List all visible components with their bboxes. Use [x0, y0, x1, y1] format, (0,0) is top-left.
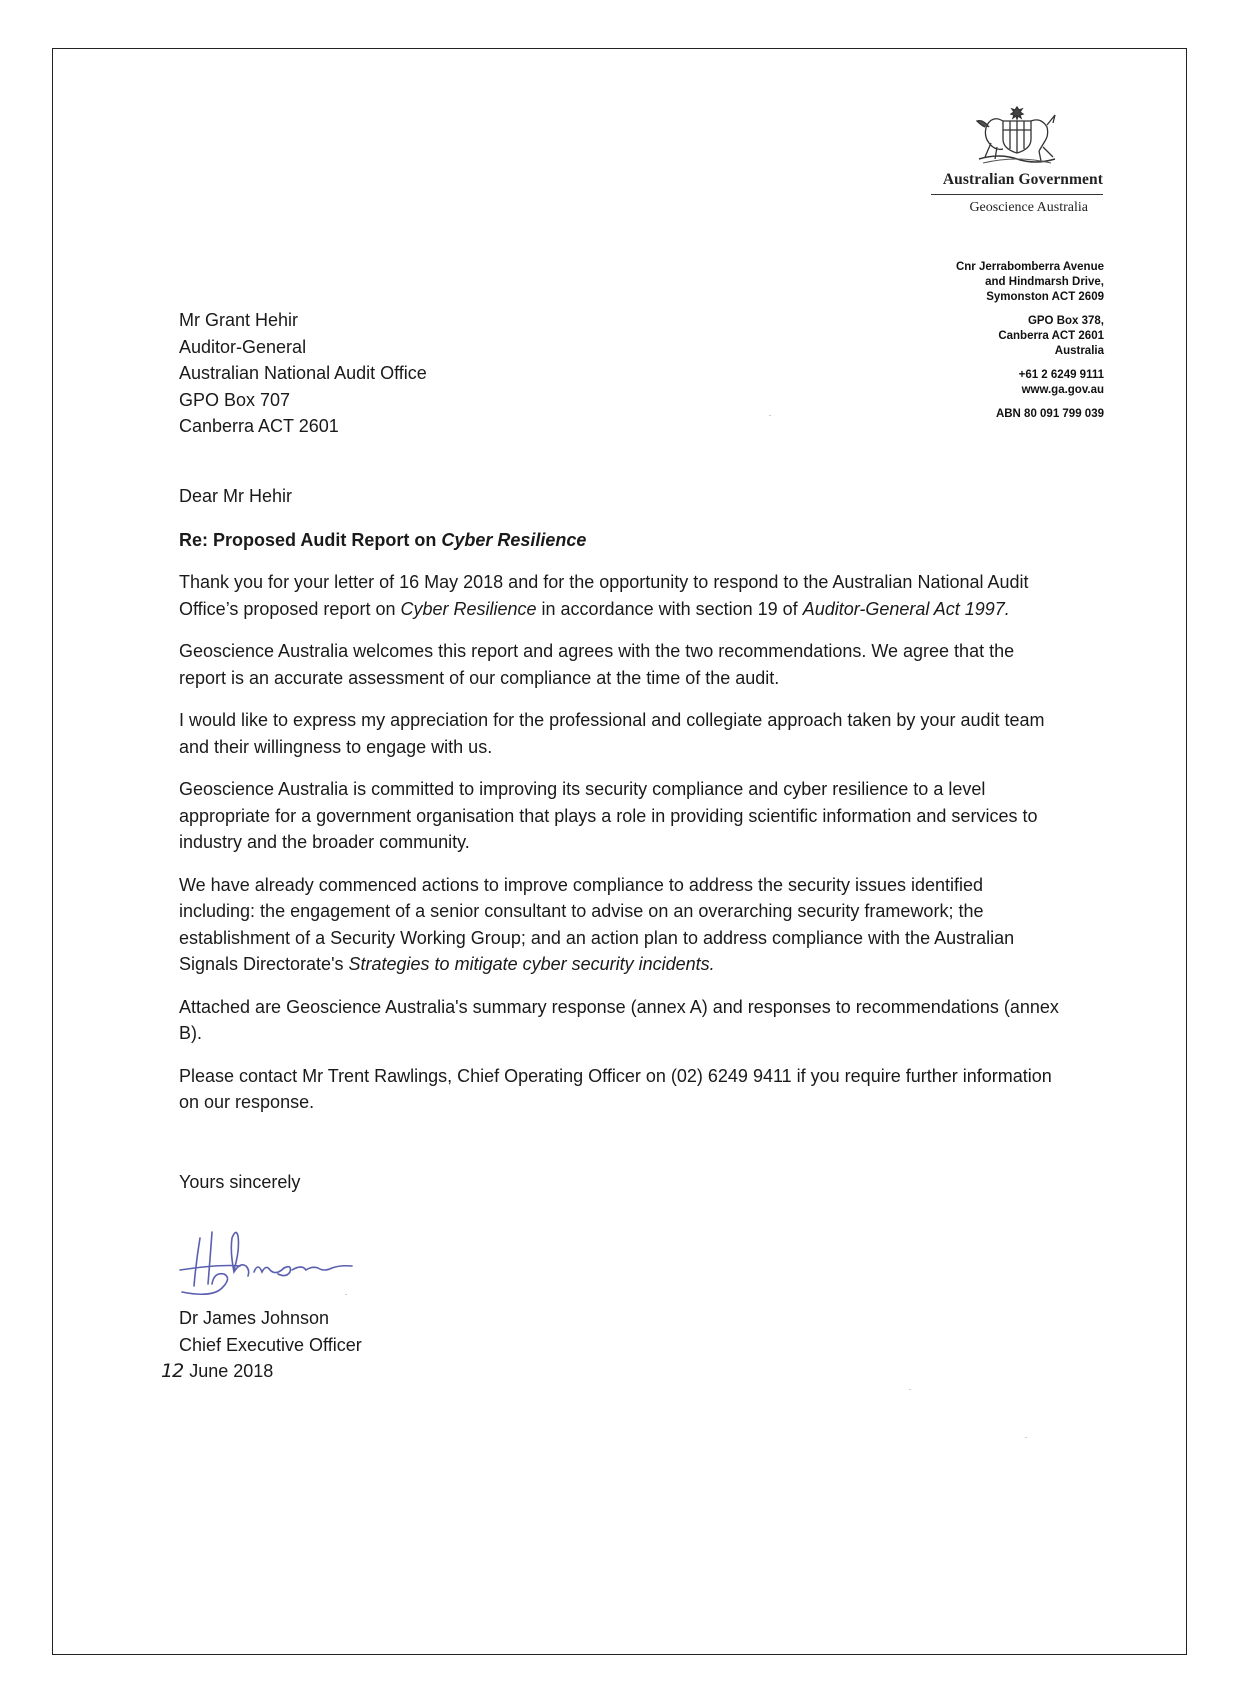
recipient-postal: GPO Box 707	[179, 389, 291, 410]
paragraph-3: I would like to express my appreciation for the professional and collegiate approach taken by your audit team and their willingness to engage with us.	[179, 710, 1045, 757]
letter-date	[161, 1358, 274, 1385]
abn: ABN 80 091 799 039	[995, 408, 1104, 420]
phone-number: +61 2 6249 9111	[1018, 369, 1104, 381]
signer-name: Dr James Johnson	[179, 1308, 330, 1328]
scan-speck	[769, 415, 771, 416]
scan-speck	[909, 1389, 911, 1390]
letterhead-divider	[931, 194, 1103, 195]
letter-body	[179, 483, 1059, 1132]
scan-speck	[1025, 1437, 1027, 1438]
handwritten-day: 12	[161, 1360, 184, 1382]
signature-icon	[172, 1220, 422, 1310]
paragraph-5: We have already commenced actions to improve compliance to address the security issues identified including: the engagement of a senior consultant to advise on an overarching security framework; the establishment of a Security Working Group; and an action plan to address compliance with the Australian Signals Directorate's Strategies to mitigate cyber security incidents.	[179, 874, 1015, 974]
address-line: and Hindmarsh Drive,	[985, 276, 1104, 288]
scan-speck	[345, 1294, 347, 1295]
paragraph-2: Geoscience Australia welcomes this report and agrees with the two recommendations. We agree that the report is an accurate assessment of our compliance at the time of the audit.	[179, 641, 1015, 688]
address-line: GPO Box 378,	[1027, 315, 1104, 327]
paragraph-6: Attached are Geoscience Australia's summary response (annex A) and responses to recommendations (annex B).	[179, 996, 1059, 1043]
website: www.ga.gov.au	[1021, 384, 1104, 396]
government-name: Australian Government	[942, 171, 1103, 188]
paragraph-1: Thank you for your letter of 16 May 2018 and for the opportunity to respond to the Australian National Audit Office’s proposed report on Cyber Resilience in accordance with section 19 of Auditor-General Act 1997.	[179, 572, 1029, 619]
recipient-title: Auditor-General	[179, 336, 307, 357]
sender-address	[956, 260, 1104, 422]
recipient-address	[179, 307, 427, 440]
recipient-city: Canberra ACT 2601	[179, 416, 339, 436]
date-month-year: June 2018	[189, 1361, 274, 1381]
coat-of-arms-icon	[969, 103, 1065, 169]
signer-title: Chief Executive Officer	[179, 1334, 362, 1355]
salutation: Dear Mr Hehir	[179, 486, 293, 506]
closing: Yours sincerely	[179, 1172, 301, 1192]
subject-line: Re: Proposed Audit Report on Cyber Resilience	[179, 529, 587, 550]
recipient-name: Mr Grant Hehir	[179, 310, 299, 330]
signer-block	[179, 1305, 362, 1358]
paragraph-4: Geoscience Australia is committed to improving its security compliance and cyber resilience to a level appropriate for a government organisation that plays a role in providing scientific information and services to industry and the broader community.	[179, 779, 1038, 852]
agency-name: Geoscience Australia	[969, 200, 1088, 215]
address-line: Cnr Jerrabomberra Avenue	[955, 261, 1104, 273]
address-line: Australia	[1054, 345, 1104, 357]
paragraph-7: Please contact Mr Trent Rawlings, Chief Operating Officer on (02) 6249 9411 if you require further information on our response.	[179, 1065, 1052, 1112]
address-line: Symonston ACT 2609	[986, 291, 1104, 303]
recipient-organisation: Australian National Audit Office	[179, 363, 427, 383]
address-line: Canberra ACT 2601	[998, 330, 1104, 342]
